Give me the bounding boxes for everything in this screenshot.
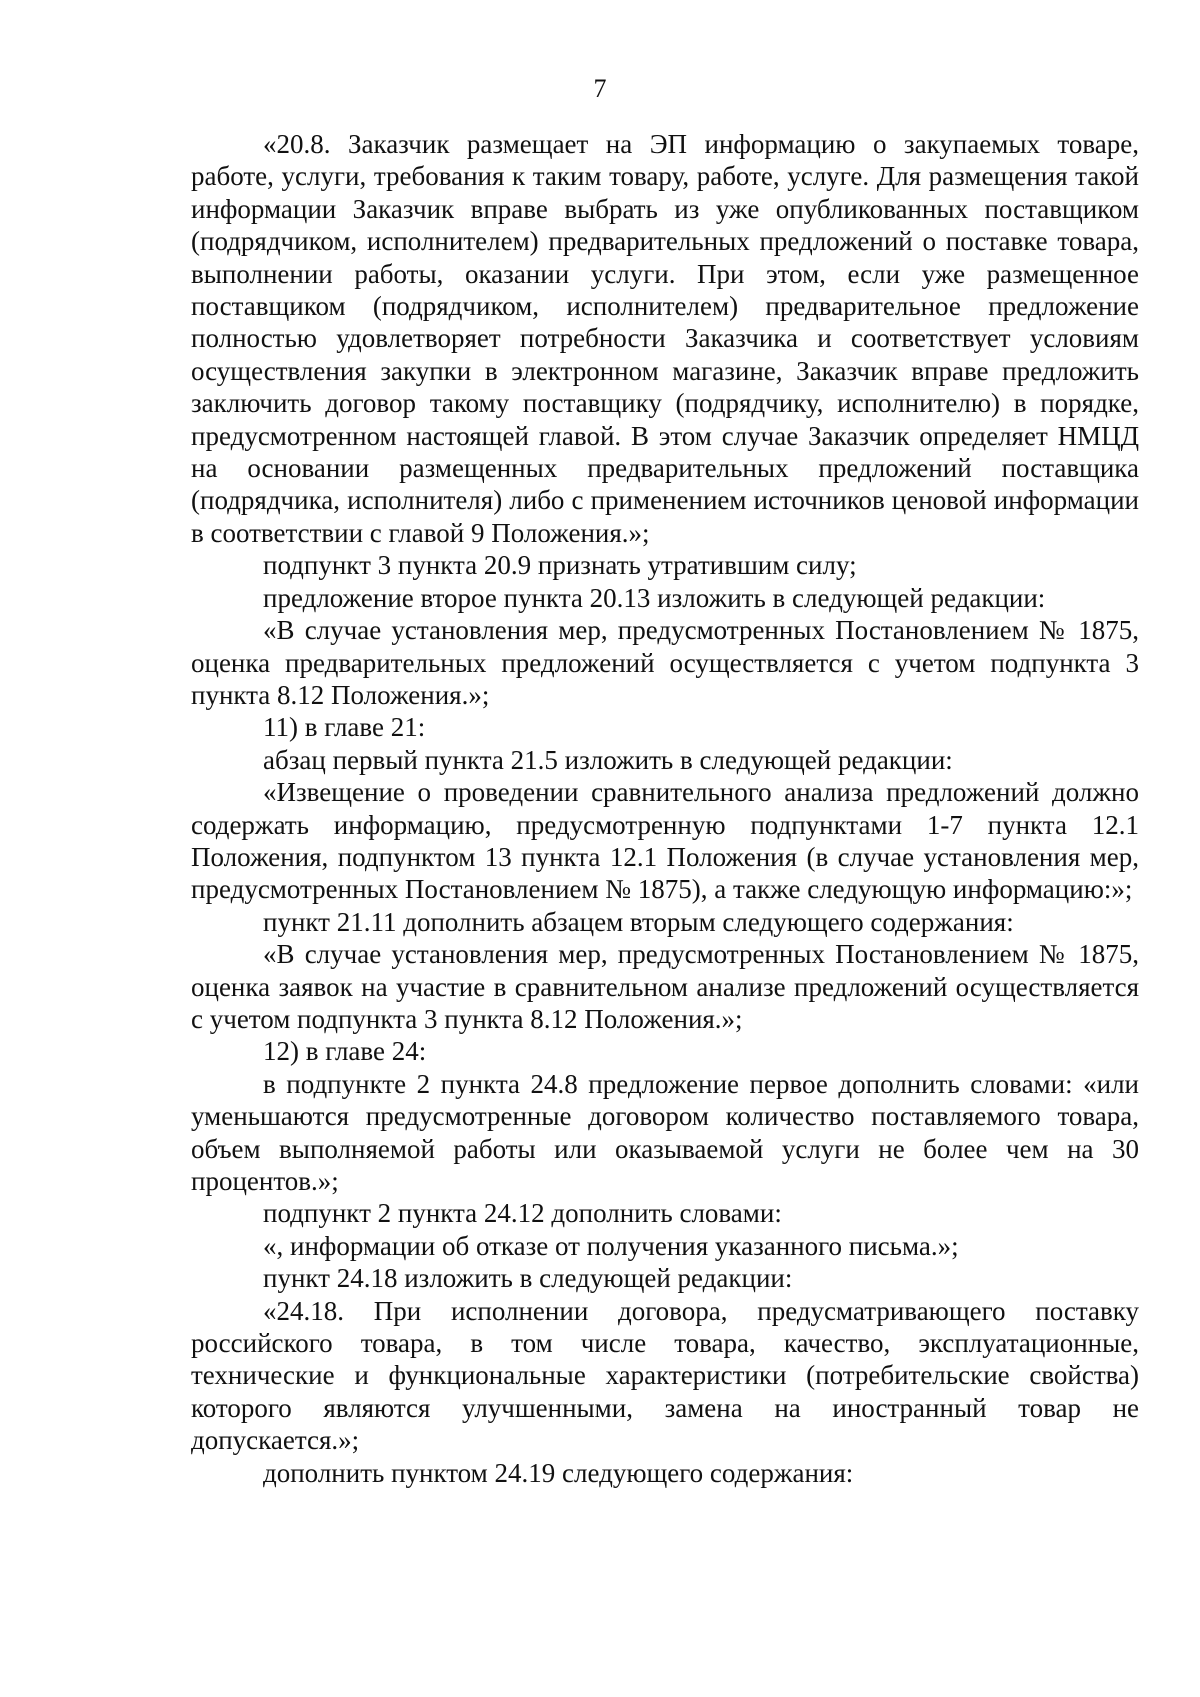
page-number: 7 <box>593 74 607 103</box>
paragraph-24-12-text: «, информации об отказе от получения указанного письма.»; <box>263 1230 959 1261</box>
paragraph-24-18-text: «24.18. При исполнении договора, предусматривающего поставку российского товара, в том числе товара, качество, эксплуатационные, технические и функциональные характеристики (потребительские свойства) которого являются улучшенными, замена на иностранный товар не допускается.»; <box>191 1295 1139 1456</box>
paragraph-24-12-intro: подпункт 2 пункта 24.12 дополнить словами: <box>263 1198 782 1229</box>
paragraph-20-13-intro: предложение второе пункта 20.13 изложить в следующей редакции: <box>263 582 1046 613</box>
paragraph-21-11-intro: пункт 21.11 дополнить абзацем вторым следующего содержания: <box>263 906 1014 937</box>
paragraph-24-8: в подпункте 2 пункта 24.8 предложение первое дополнить словами: «или уменьшаются предусмотренные договором количество поставляемого товара, объем выполняемой работы или оказываемой услуги не более чем на 30 процентов.»; <box>191 1068 1139 1196</box>
paragraph-21-5-text: «Извещение о проведении сравнительного анализа предложений должно содержать информацию, предусмотренную подпунктами 1-7 пункта 12.1 Положения, подпунктом 13 пункта 12.1 Положения (в случае установления мер, предусмотренных Постановлением № 1875), а также следующую информацию:»; <box>191 777 1139 905</box>
paragraph-chapter-24: 12) в главе 24: <box>263 1036 427 1067</box>
document-body <box>191 128 1139 1489</box>
paragraph-20-13-text: «В случае установления мер, предусмотренных Постановлением № 1875, оценка предварительных предложений осуществляется с учетом подпункта 3 пункта 8.12 Положения.»; <box>191 615 1139 710</box>
paragraph-20-8: «20.8. Заказчик размещает на ЭП информацию о закупаемых товаре, работе, услуги, требования к таким товару, работе, услуге. Для размещения такой информации Заказчик вправе выбрать из уже опубликованных поставщиком (подрядчиком, исполнителем) предварительных предложений о поставке товара, выполнении работы, оказании услуги. При этом, если уже размещенное поставщиком (подрядчиком, исполнителем) предварительное предложение полностью удовлетворяет потребности Заказчика и соответствует условиям осуществления закупки в электронном магазине, Заказчик вправе предложить заключить договор такому поставщику (подрядчику, исполнителю) в порядке, предусмотренном настоящей главой. В этом случае Заказчик определяет НМЦД на основании размещенных предварительных предложений поставщика (подрядчика, исполнителя) либо с применением источников ценовой информации в соответствии с главой 9 Положения.»; <box>191 129 1139 548</box>
paragraph-21-5-intro: абзац первый пункта 21.5 изложить в следующей редакции: <box>263 744 953 775</box>
paragraph-24-18-intro: пункт 24.18 изложить в следующей редакции: <box>263 1263 793 1294</box>
paragraph-21-11-text: «В случае установления мер, предусмотренных Постановлением № 1875, оценка заявок на участие в сравнительном анализе предложений осуществляется с учетом подпункта 3 пункта 8.12 Положения.»; <box>191 939 1139 1034</box>
paragraph-chapter-21: 11) в главе 21: <box>263 712 426 743</box>
paragraph-20-9: подпункт 3 пункта 20.9 признать утратившим силу; <box>263 550 857 581</box>
paragraph-24-19-intro: дополнить пунктом 24.19 следующего содержания: <box>263 1457 854 1488</box>
